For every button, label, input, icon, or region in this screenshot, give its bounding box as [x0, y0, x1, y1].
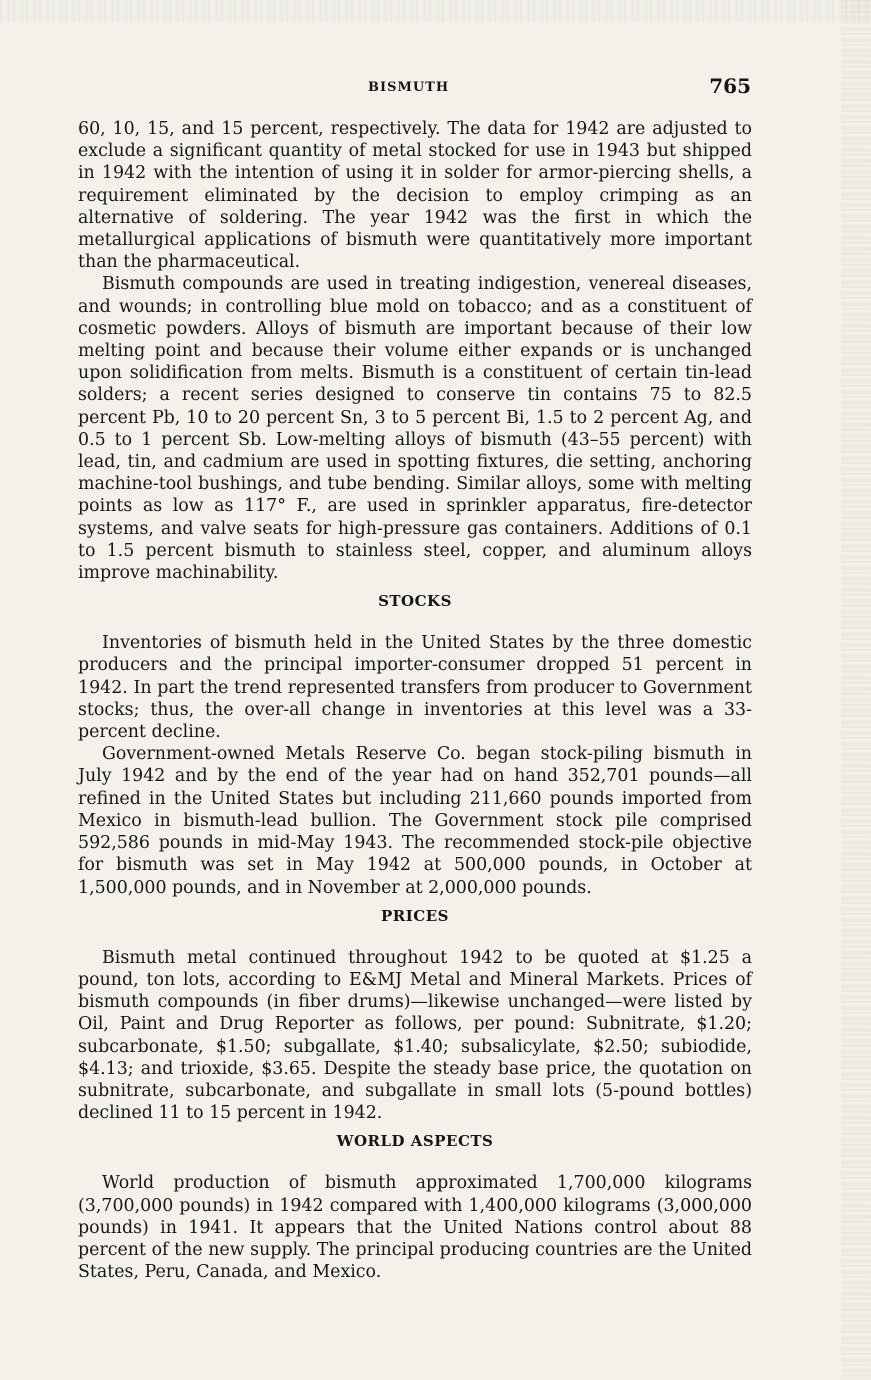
paragraph-stocks-government: Government-owned Metals Reserve Co. began stock-piling bismuth in July 1942 and by the end of the year had on hand 352,701 pounds—all refined in the United States but including 211,660 pounds imported from Mexico in bismuth-lead bullion. The Government stock pile comprised 592,586 pounds in mid-May 1943. The recommended stock-pile objective for bismuth was set in May 1942 at 500,000 pounds, in October at 1,500,000 pounds, and in November at 2,000,000 pounds.	[78, 744, 752, 898]
running-head	[78, 74, 751, 104]
paragraph-prices: Bismuth metal continued throughout 1942 to be quoted at $1.25 a pound, ton lots, according to E&MJ Metal and Mineral Markets. Prices of bismuth compounds (in fiber drums)—likewise unchanged—were listed by Oil, Paint and Drug Reporter as follows, per pound: Subnitrate, $1.20; subcarbonate, $1.50; subgallate, $1.40; subsalicylate, $2.50; subiodide, $4.13; and trioxide, $3.65. Despite the steady base price, the quotation on subnitrate, subcarbonate, and subgallate in small lots (5-pound bottles) declined 11 to 15 percent in 1942.	[78, 947, 752, 1124]
running-title: BISMUTH	[368, 80, 450, 95]
paragraph-uses: Bismuth compounds are used in treating indigestion, venereal diseases, and wounds; in controlling blue mold on tobacco; and as a constituent of cosmetic powders. Alloys of bismuth are important because of their low melting point and because their volume either expands or is unchanged upon solidification from melts. Bismuth is a constituent of certain tin-lead solders; a recent series designed to conserve tin contains 75 to 82.5 percent Pb, 10 to 20 percent Sn, 3 to 5 percent Bi, 1.5 to 2 percent Ag, and 0.5 to 1 percent Sb. Low-melting alloys of bismuth (43–55 percent) with lead, tin, and cadmium are used in spotting fixtures, die setting, anchoring machine-tool bushings, and tube bending. Similar alloys, some with melting points as low as 117° F., are used in sprinkler apparatus, fire-detector systems, and valve seats for high-pressure gas containers. Additions of 0.1 to 1.5 percent bismuth to stainless steel, copper, and aluminum alloys improve machinability.	[78, 274, 752, 584]
body-text	[78, 118, 752, 1283]
scan-noise-edge	[841, 0, 871, 1380]
heading-prices: PRICES	[381, 906, 449, 925]
scan-noise-top	[0, 0, 871, 22]
heading-world-aspects: WORLD ASPECTS	[336, 1132, 494, 1151]
heading-stocks: STOCKS	[378, 592, 452, 611]
page-number: 765	[709, 74, 751, 98]
paragraph-world-aspects: World production of bismuth approximated 1,700,000 kilograms (3,700,000 pounds) in 1942 compared with 1,400,000 kilograms (3,000,000 pounds) in 1941. It appears that the United Nations control about 88 percent of the new supply. The principal producing countries are the United States, Peru, Canada, and Mexico.	[78, 1173, 752, 1283]
paragraph-continued: 60, 10, 15, and 15 percent, respectively. The data for 1942 are adjusted to exclude a significant quantity of metal stocked for use in 1943 but shipped in 1942 with the intention of using it in solder for armor-piercing shells, a requirement eliminated by the decision to employ crimping as an alternative of soldering. The year 1942 was the first in which the metallurgical applications of bismuth were quantitatively more important than the pharmaceutical.	[78, 119, 752, 273]
paragraph-stocks-inventories: Inventories of bismuth held in the United States by the three domestic producers and the principal importer-consumer dropped 51 percent in 1942. In part the trend represented transfers from producer to Government stocks; thus, the over-all change in inventories at this level was a 33-percent decline.	[78, 633, 752, 743]
